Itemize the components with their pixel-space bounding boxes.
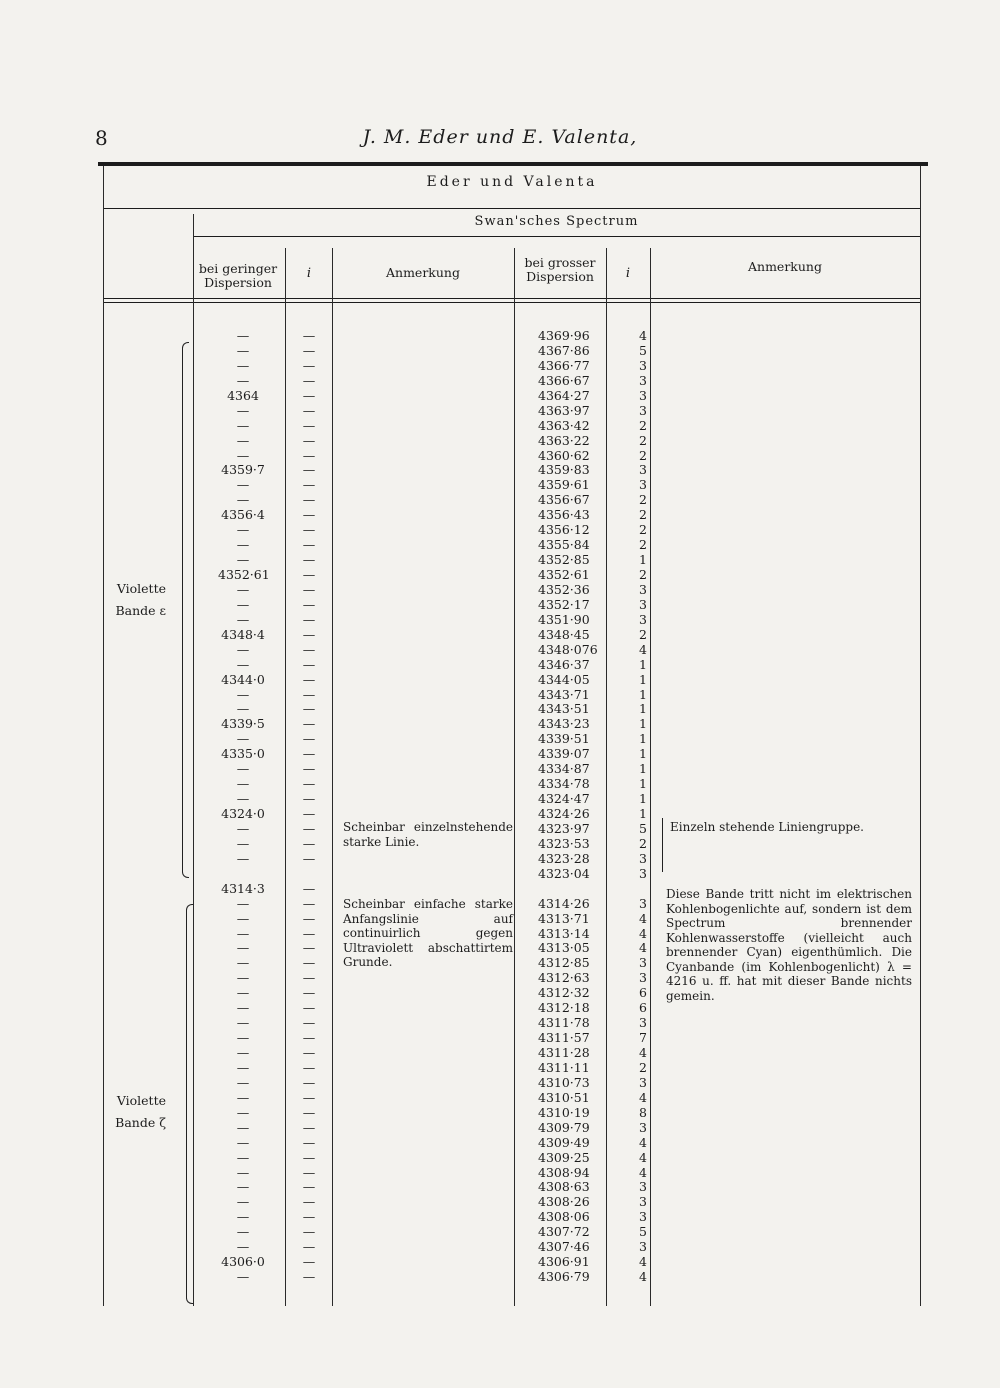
i1-cell: — (302, 776, 316, 792)
low-dispersion-cell: — (236, 1194, 250, 1210)
i1-cell: — (302, 671, 316, 687)
low-dispersion-cell: 4306·0 (221, 1254, 265, 1270)
brace-zeta (186, 904, 193, 1304)
i2-cell: 3 (639, 1194, 647, 1210)
high-dispersion-cell: 4346·37 (538, 656, 590, 672)
i1-cell: — (302, 820, 316, 836)
i1-cell: — (302, 1164, 316, 1180)
i2-cell: 3 (639, 596, 647, 612)
i1-cell: — (302, 731, 316, 747)
i2-cell: 7 (639, 1030, 647, 1046)
i2-cell: 1 (639, 716, 647, 732)
high-dispersion-cell: 4323·97 (538, 820, 590, 836)
high-dispersion-cell: 4323·04 (538, 865, 590, 881)
high-dispersion-cell (538, 882, 604, 897)
low-dispersion-cell: — (236, 432, 250, 448)
i2-cell: 4 (639, 1164, 647, 1180)
low-dispersion-cell: 4352·61 (218, 567, 270, 582)
col-header-remark1: Anmerkung (386, 265, 460, 280)
i1-cell: — (302, 791, 316, 807)
low-dispersion-cell: — (236, 820, 250, 836)
i1-cell: — (302, 1254, 316, 1270)
group-label-line: Bande ε (115, 603, 166, 618)
i1-cell: — (302, 507, 316, 523)
low-dispersion-cell: 4335·0 (221, 746, 265, 762)
low-dispersion-cell: — (236, 1015, 250, 1031)
i2-cell: 2 (639, 447, 647, 463)
i2-cell: 3 (639, 895, 647, 911)
low-dispersion-cell: — (236, 761, 250, 777)
low-dispersion-cell: — (236, 955, 250, 971)
i1-cell: — (302, 761, 316, 777)
group-label-line: Violette (116, 581, 166, 596)
low-dispersion-cell: — (236, 850, 250, 866)
low-dispersion-cell: — (236, 835, 250, 851)
i1-cell: — (302, 716, 316, 732)
i1-cell: — (302, 970, 316, 986)
low-dispersion-cell: — (236, 776, 250, 792)
high-dispersion-cell: 4308·63 (538, 1179, 590, 1195)
col-header-high-dispersion: bei grosser Dispersion (524, 255, 596, 284)
high-dispersion-cell: 4309·79 (538, 1119, 590, 1135)
col-header-low-dispersion: bei geringer Dispersion (198, 261, 278, 290)
high-dispersion-cell: 4369·96 (538, 328, 590, 343)
i2-cell: 4 (639, 925, 647, 941)
low-dispersion-cell: 4356·4 (221, 507, 265, 523)
i1-cell: — (302, 372, 316, 388)
i1-cell: — (302, 641, 316, 657)
top-rule (98, 162, 928, 166)
high-dispersion-cell: 4310·51 (538, 1089, 590, 1105)
i2-cell: 3 (639, 1239, 647, 1255)
high-dispersion-cell: 4359·83 (538, 462, 590, 478)
running-title: J. M. Eder und E. Valenta, (362, 126, 638, 148)
i2-cell: 3 (639, 477, 647, 493)
low-dispersion-cell: — (236, 731, 250, 747)
i2-cell: 3 (639, 955, 647, 971)
i2-cell: 4 (639, 1089, 647, 1105)
rule-2 (193, 236, 920, 237)
high-dispersion-cell: 4306·91 (538, 1254, 590, 1270)
i1-cell: — (302, 537, 316, 553)
i1-cell: — (302, 835, 316, 851)
i2-cell: 3 (639, 372, 647, 388)
low-dispersion-cell (218, 867, 268, 882)
i1-cell: — (302, 1134, 316, 1150)
i1-cell: — (302, 686, 316, 702)
brace-epsilon (182, 342, 189, 878)
high-dispersion-cell: 4359·61 (538, 477, 590, 493)
high-dispersion-cell: 4348·45 (538, 626, 590, 642)
high-dispersion-cell: 4311·11 (538, 1059, 590, 1075)
high-dispersion-cell: 4306·79 (538, 1269, 590, 1285)
high-dispersion-cell: 4352·36 (538, 581, 590, 597)
i1-cell: — (302, 492, 316, 508)
i2-cell: 8 (639, 1104, 647, 1120)
i2-cell: 2 (639, 1059, 647, 1075)
low-dispersion-cell: — (236, 910, 250, 926)
i2-cell: 3 (639, 1179, 647, 1195)
remark1-start-line: Scheinbar einfache starke Anfangslinie auf continuirlich gegen Ultraviolett abschattirtem Grunde. (343, 897, 513, 969)
low-dispersion-cell: — (236, 1239, 250, 1255)
i2-cell: 2 (639, 567, 647, 582)
high-dispersion-cell: 4307·46 (538, 1239, 590, 1255)
i1-cell: — (302, 357, 316, 373)
i1-cell: — (302, 656, 316, 672)
group-label-line: Violette (116, 1093, 166, 1108)
high-dispersion-cell: 4356·67 (538, 492, 590, 508)
i1-cell: — (302, 1000, 316, 1016)
high-dispersion-cell: 4351·90 (538, 611, 590, 627)
high-dispersion-cell: 4308·06 (538, 1209, 590, 1225)
i2-cell: 3 (639, 462, 647, 478)
i1-cell: — (302, 1194, 316, 1210)
i1-cell: — (302, 1045, 316, 1060)
table-sub-header: Swan'sches Spectrum (474, 214, 639, 229)
low-dispersion-cell: — (236, 1000, 250, 1016)
high-dispersion-cell: 4323·53 (538, 835, 590, 851)
high-dispersion-cell: 4312·18 (538, 1000, 590, 1016)
low-dispersion-cell: — (236, 701, 250, 717)
high-dispersion-cell: 4348·076 (538, 641, 598, 657)
i1-cell: — (302, 567, 316, 582)
i2-cell: 3 (639, 581, 647, 597)
low-dispersion-cell: — (236, 1119, 250, 1135)
high-dispersion-cell: 4367·86 (538, 342, 590, 358)
i1-cell: — (302, 432, 316, 448)
i2-cell: 4 (639, 1134, 647, 1150)
low-dispersion-cell: — (236, 357, 250, 373)
i1-cell: — (302, 342, 316, 358)
high-dispersion-cell: 4343·23 (538, 716, 590, 732)
i2-cell: 4 (639, 1045, 647, 1060)
page-number: 8 (95, 126, 108, 150)
high-dispersion-cell: 4310·19 (538, 1104, 590, 1120)
remark2-bracket (662, 818, 666, 872)
col-header-i2: i (625, 266, 631, 281)
high-dispersion-cell: 4343·51 (538, 701, 590, 717)
rule-1 (104, 208, 920, 209)
low-dispersion-cell: — (236, 447, 250, 463)
column-i1 (296, 329, 322, 1285)
i1-cell (296, 867, 322, 882)
i1-cell: — (302, 746, 316, 762)
i1-cell: — (302, 895, 316, 911)
high-dispersion-cell: 4310·73 (538, 1074, 590, 1090)
i1-cell: — (302, 955, 316, 971)
i2-cell (634, 882, 652, 897)
i2-cell: 5 (639, 820, 647, 836)
low-dispersion-cell: 4339·5 (221, 716, 265, 732)
i2-cell: 5 (639, 1224, 647, 1240)
i2-cell: 1 (639, 776, 647, 792)
group-label-epsilon (104, 578, 166, 622)
i1-cell: — (302, 940, 316, 956)
table-top-header: Eder und Valenta (426, 174, 598, 190)
low-dispersion-cell: 4324·0 (221, 806, 265, 821)
i1-cell: — (302, 402, 316, 418)
col-rule-low (285, 248, 286, 1306)
i2-cell: 3 (639, 1119, 647, 1135)
high-dispersion-cell: 4312·63 (538, 970, 590, 986)
high-dispersion-cell: 4344·05 (538, 671, 590, 687)
i1-cell: — (302, 477, 316, 493)
i1-cell: — (302, 462, 316, 478)
low-dispersion-cell: — (236, 925, 250, 941)
i2-cell: 1 (639, 731, 647, 747)
high-dispersion-cell: 4366·67 (538, 372, 590, 388)
i2-cell: 3 (639, 387, 647, 403)
high-dispersion-cell: 4313·14 (538, 925, 590, 941)
i2-cell: 4 (639, 641, 647, 657)
i1-cell: — (302, 850, 316, 866)
i2-cell: 6 (639, 1000, 647, 1016)
i1-cell: — (302, 447, 316, 463)
i2-cell: 4 (639, 1149, 647, 1165)
column-high-dispersion (538, 329, 604, 1285)
low-dispersion-cell: — (236, 1149, 250, 1165)
i2-cell: 1 (639, 552, 647, 568)
i2-cell: 4 (639, 1269, 647, 1285)
low-dispersion-cell: — (236, 686, 250, 702)
i1-cell: — (302, 1239, 316, 1255)
i2-cell: 4 (639, 940, 647, 956)
low-dispersion-cell: — (236, 328, 250, 343)
high-dispersion-cell: 4323·28 (538, 850, 590, 866)
low-dispersion-cell: 4314·3 (221, 880, 265, 896)
i1-cell: — (302, 1119, 316, 1135)
high-dispersion-cell: 4314·26 (538, 895, 590, 911)
i1-cell: — (302, 1059, 316, 1075)
high-dispersion-cell: 4363·22 (538, 432, 590, 448)
i1-cell: — (302, 1030, 316, 1046)
low-dispersion-cell: 4344·0 (221, 671, 265, 687)
high-dispersion-cell: 4324·47 (538, 791, 590, 807)
high-dispersion-cell: 4363·42 (538, 417, 590, 433)
low-dispersion-cell: — (236, 940, 250, 956)
low-dispersion-cell: — (236, 342, 250, 358)
low-dispersion-cell: — (236, 1164, 250, 1180)
high-dispersion-cell: 4324·26 (538, 806, 590, 821)
high-dispersion-cell: 4355·84 (538, 537, 590, 553)
header-double-rule-2 (104, 302, 920, 303)
i2-cell: 1 (639, 656, 647, 672)
low-dispersion-cell: — (236, 1059, 250, 1075)
group-label-line: Bande ζ (115, 1115, 166, 1130)
i1-cell: — (302, 552, 316, 568)
i2-cell: 6 (639, 985, 647, 1001)
low-dispersion-cell: — (236, 791, 250, 807)
i2-cell: 3 (639, 970, 647, 986)
i1-cell: — (302, 328, 316, 343)
high-dispersion-cell: 4339·07 (538, 746, 590, 762)
low-dispersion-cell: — (236, 552, 250, 568)
high-dispersion-cell: 4308·26 (538, 1194, 590, 1210)
i2-cell: 1 (639, 671, 647, 687)
high-dispersion-cell: 4313·05 (538, 940, 590, 956)
i1-cell: — (302, 1209, 316, 1225)
remark2-group: Einzeln stehende Liniengruppe. (670, 820, 864, 834)
high-dispersion-cell: 4309·25 (538, 1149, 590, 1165)
low-dispersion-cell: — (236, 477, 250, 493)
high-dispersion-cell: 4311·57 (538, 1030, 590, 1046)
low-dispersion-cell: — (236, 1134, 250, 1150)
low-dispersion-cell: — (236, 492, 250, 508)
low-dispersion-cell: — (236, 985, 250, 1001)
i1-cell: — (302, 910, 316, 926)
i2-cell: 2 (639, 507, 647, 523)
i2-cell: 1 (639, 806, 647, 821)
high-dispersion-cell: 4343·71 (538, 686, 590, 702)
col-rule-i1 (332, 248, 333, 1306)
high-dispersion-cell: 4356·12 (538, 522, 590, 538)
i1-cell: — (302, 985, 316, 1001)
i2-cell: 5 (639, 342, 647, 358)
i1-cell: — (302, 1149, 316, 1165)
high-dispersion-cell: 4363·97 (538, 402, 590, 418)
high-dispersion-cell: 4309·49 (538, 1134, 590, 1150)
high-dispersion-cell: 4339·51 (538, 731, 590, 747)
i2-cell: 2 (639, 417, 647, 433)
remark2-band: Diese Bande tritt nicht im elektrischen Kohlenbogenlichte auf, sondern ist dem Spectrum brennender Kohlenwasserstoffe (vielleicht auch brennender Cyan) eigenthümlich. Die Cyanbande (im Kohlenbogenlicht) λ = 4216 u. ff. hat mit dieser Bande nichts gemein. (666, 887, 912, 1003)
col-rule-remark1 (514, 248, 515, 1306)
high-dispersion-cell: 4334·87 (538, 761, 590, 777)
i1-cell: — (302, 1104, 316, 1120)
low-dispersion-cell: — (236, 1179, 250, 1195)
high-dispersion-cell: 4312·32 (538, 985, 590, 1001)
low-dispersion-cell: — (236, 1269, 250, 1285)
low-dispersion-cell: — (236, 1089, 250, 1105)
i2-cell: 2 (639, 626, 647, 642)
low-dispersion-cell: — (236, 417, 250, 433)
column-low-dispersion (218, 329, 268, 1285)
high-dispersion-cell: 4313·71 (538, 910, 590, 926)
high-dispersion-cell: 4360·62 (538, 447, 590, 463)
i2-cell: 2 (639, 537, 647, 553)
i2-cell: 1 (639, 701, 647, 717)
column-i2 (634, 329, 652, 1285)
i1-cell: — (302, 701, 316, 717)
i2-cell: 2 (639, 835, 647, 851)
low-dispersion-cell: — (236, 1104, 250, 1120)
i2-cell: 1 (639, 761, 647, 777)
i2-cell: 1 (639, 686, 647, 702)
low-dispersion-cell: — (236, 402, 250, 418)
high-dispersion-cell: 4356·43 (538, 507, 590, 523)
remark1-single-line: Scheinbar einzelnstehende starke Linie. (343, 820, 513, 849)
i1-cell: — (302, 611, 316, 627)
i2-cell: 3 (639, 402, 647, 418)
i2-cell: 4 (639, 328, 647, 343)
i1-cell: — (302, 1224, 316, 1240)
high-dispersion-cell: 4312·85 (538, 955, 590, 971)
low-dispersion-cell: — (236, 537, 250, 553)
low-dispersion-cell: — (236, 611, 250, 627)
high-dispersion-cell: 4364·27 (538, 387, 590, 403)
low-dispersion-cell: — (236, 1030, 250, 1046)
low-dispersion-cell: — (236, 372, 250, 388)
i2-cell: 3 (639, 1209, 647, 1225)
low-dispersion-cell: — (236, 522, 250, 538)
i1-cell: — (302, 522, 316, 538)
i1-cell: — (302, 1015, 316, 1031)
i2-cell: 2 (639, 432, 647, 448)
i1-cell: — (302, 387, 316, 403)
i1-cell: — (302, 596, 316, 612)
high-dispersion-cell: 4308·94 (538, 1164, 590, 1180)
frame-left (103, 166, 104, 1306)
i2-cell: 2 (639, 492, 647, 508)
high-dispersion-cell: 4311·78 (538, 1015, 590, 1031)
high-dispersion-cell: 4334·78 (538, 776, 590, 792)
low-dispersion-cell: — (236, 641, 250, 657)
i1-cell: — (302, 1269, 316, 1285)
i2-cell: 2 (639, 522, 647, 538)
i2-cell: 3 (639, 865, 647, 881)
low-dispersion-cell: 4359·7 (221, 462, 265, 478)
high-dispersion-cell: 4311·28 (538, 1045, 590, 1060)
i1-cell: — (302, 1089, 316, 1105)
i2-cell: 4 (639, 910, 647, 926)
i1-cell: — (302, 581, 316, 597)
i1-cell: — (302, 417, 316, 433)
low-dispersion-cell: — (236, 656, 250, 672)
low-dispersion-cell: — (236, 895, 250, 911)
i2-cell: 3 (639, 1015, 647, 1031)
i2-cell: 3 (639, 1074, 647, 1090)
high-dispersion-cell: 4352·17 (538, 596, 590, 612)
i2-cell: 3 (639, 357, 647, 373)
i2-cell: 3 (639, 611, 647, 627)
low-dispersion-cell: — (236, 1045, 250, 1060)
low-dispersion-cell: — (236, 581, 250, 597)
i1-cell: — (302, 1074, 316, 1090)
high-dispersion-cell: 4352·85 (538, 552, 590, 568)
i1-cell: — (302, 880, 316, 896)
i2-cell: 4 (639, 1254, 647, 1270)
col-rule-high (606, 248, 607, 1306)
i1-cell: — (302, 626, 316, 642)
i2-cell: 1 (639, 746, 647, 762)
high-dispersion-cell: 4366·77 (538, 357, 590, 373)
i2-cell: 3 (639, 850, 647, 866)
col-rule-group (193, 214, 194, 1306)
i2-cell: 1 (639, 791, 647, 807)
i1-cell: — (302, 925, 316, 941)
i1-cell: — (302, 806, 316, 821)
low-dispersion-cell: — (236, 1074, 250, 1090)
low-dispersion-cell: — (236, 1209, 250, 1225)
low-dispersion-cell: — (236, 596, 250, 612)
low-dispersion-cell: 4348·4 (221, 626, 265, 642)
header-double-rule (104, 298, 920, 299)
frame-right (920, 166, 921, 1306)
low-dispersion-cell: — (236, 1224, 250, 1240)
group-label-zeta (104, 1090, 166, 1134)
high-dispersion-cell: 4307·72 (538, 1224, 590, 1240)
low-dispersion-cell: 4364 (227, 387, 259, 403)
col-header-i1: i (306, 266, 312, 281)
high-dispersion-cell: 4352·61 (538, 567, 590, 582)
low-dispersion-cell: — (236, 970, 250, 986)
col-header-remark2: Anmerkung (748, 259, 822, 274)
i1-cell: — (302, 1179, 316, 1195)
